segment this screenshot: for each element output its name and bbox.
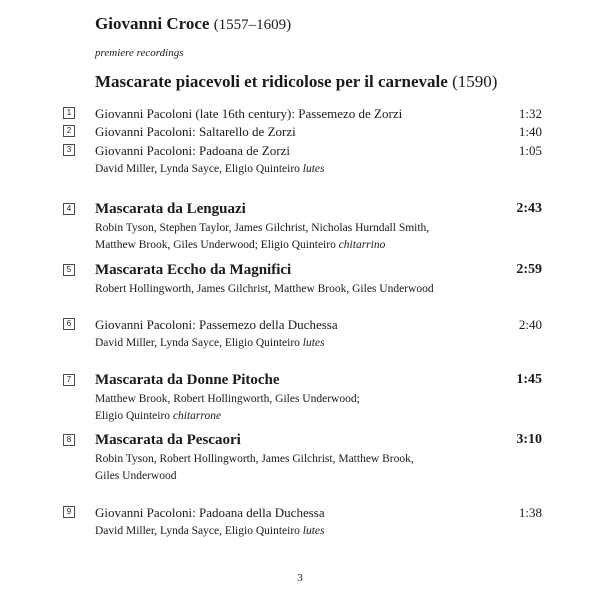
track-number-box: 8 bbox=[63, 434, 75, 446]
performer-names: Eligio Quinteiro bbox=[95, 410, 171, 422]
track-number-box: 5 bbox=[63, 264, 75, 276]
track-duration: 1:40 bbox=[518, 124, 542, 139]
performers-line bbox=[95, 408, 221, 425]
track-title: Giovanni Pacoloni: Saltarello de Zorzi bbox=[95, 124, 296, 139]
track-duration: 1:32 bbox=[518, 106, 542, 121]
track-row bbox=[0, 371, 600, 389]
track-number-box: 9 bbox=[63, 506, 75, 518]
performer-names: Matthew Brook, Giles Underwood; Eligio Quinteiro bbox=[95, 239, 336, 251]
collection-title: Mascarate piacevoli et ridicolose per il carnevale bbox=[95, 72, 448, 91]
track-title: Giovanni Pacoloni: Padoana della Duchessa bbox=[95, 505, 325, 520]
track-title: Mascarata da Pescaori bbox=[95, 432, 241, 448]
composer-dates: (1557–1609) bbox=[213, 17, 292, 33]
collection-heading bbox=[95, 72, 497, 92]
performers-line: Giles Underwood bbox=[95, 470, 177, 482]
track-number-box: 2 bbox=[63, 125, 75, 137]
collection-year: (1590) bbox=[452, 72, 498, 91]
performers-line: Robin Tyson, Robert Hollingworth, James Gilchrist, Matthew Brook, bbox=[95, 453, 414, 465]
track-number-box: 6 bbox=[63, 318, 75, 330]
track-number-box: 3 bbox=[63, 144, 75, 156]
track-title: Giovanni Pacoloni (late 16th century): Passemezo de Zorzi bbox=[95, 106, 403, 121]
track-number-box: 4 bbox=[63, 203, 75, 215]
track-title: Giovanni Pacoloni: Passemezo della Duchessa bbox=[95, 317, 338, 332]
track-title: Mascarata da Donne Pitoche bbox=[95, 372, 280, 388]
track-duration: 2:59 bbox=[516, 262, 542, 277]
page-number: 3 bbox=[297, 572, 303, 584]
track-row bbox=[0, 431, 600, 449]
track-duration: 1:05 bbox=[518, 143, 542, 158]
performer-names: David Miller, Lynda Sayce, Eligio Quinteiro bbox=[95, 525, 300, 537]
track-duration: 1:38 bbox=[518, 505, 542, 520]
instrument-label: chitarrino bbox=[338, 239, 386, 251]
track-row bbox=[0, 261, 600, 279]
track-row bbox=[0, 142, 600, 160]
performers-line: Robert Hollingworth, James Gilchrist, Matthew Brook, Giles Underwood bbox=[95, 283, 434, 295]
composer-name: Giovanni Croce bbox=[95, 14, 210, 33]
performers-line bbox=[95, 161, 325, 178]
track-number-box: 7 bbox=[63, 374, 75, 386]
instrument-label: lutes bbox=[302, 337, 325, 349]
track-title: Giovanni Pacoloni: Padoana de Zorzi bbox=[95, 143, 290, 158]
track-title: Mascarata da Lenguazi bbox=[95, 201, 246, 217]
instrument-label: lutes bbox=[302, 163, 325, 175]
track-duration: 2:40 bbox=[518, 317, 542, 332]
track-row bbox=[0, 123, 600, 141]
track-row bbox=[0, 200, 600, 218]
performer-names: David Miller, Lynda Sayce, Eligio Quinteiro bbox=[95, 337, 300, 349]
premiere-note: premiere recordings bbox=[95, 47, 184, 59]
performers-line: Matthew Brook, Robert Hollingworth, Giles Underwood; bbox=[95, 393, 360, 405]
performer-names: David Miller, Lynda Sayce, Eligio Quinteiro bbox=[95, 163, 300, 175]
composer-heading bbox=[95, 14, 291, 34]
instrument-label: lutes bbox=[302, 525, 325, 537]
track-number-box: 1 bbox=[63, 107, 75, 119]
track-row bbox=[0, 105, 600, 123]
performers-line bbox=[95, 523, 325, 540]
track-duration: 2:43 bbox=[516, 201, 542, 216]
performers-line bbox=[95, 335, 325, 352]
performers-line bbox=[95, 237, 385, 254]
track-duration: 3:10 bbox=[516, 432, 542, 447]
track-title: Mascarata Eccho da Magnifici bbox=[95, 262, 292, 278]
performers-line: Robin Tyson, Stephen Taylor, James Gilchrist, Nicholas Hurndall Smith, bbox=[95, 222, 430, 234]
track-duration: 1:45 bbox=[516, 372, 542, 387]
instrument-label: chitarrone bbox=[172, 410, 222, 422]
track-row bbox=[0, 504, 600, 522]
track-row bbox=[0, 316, 600, 334]
